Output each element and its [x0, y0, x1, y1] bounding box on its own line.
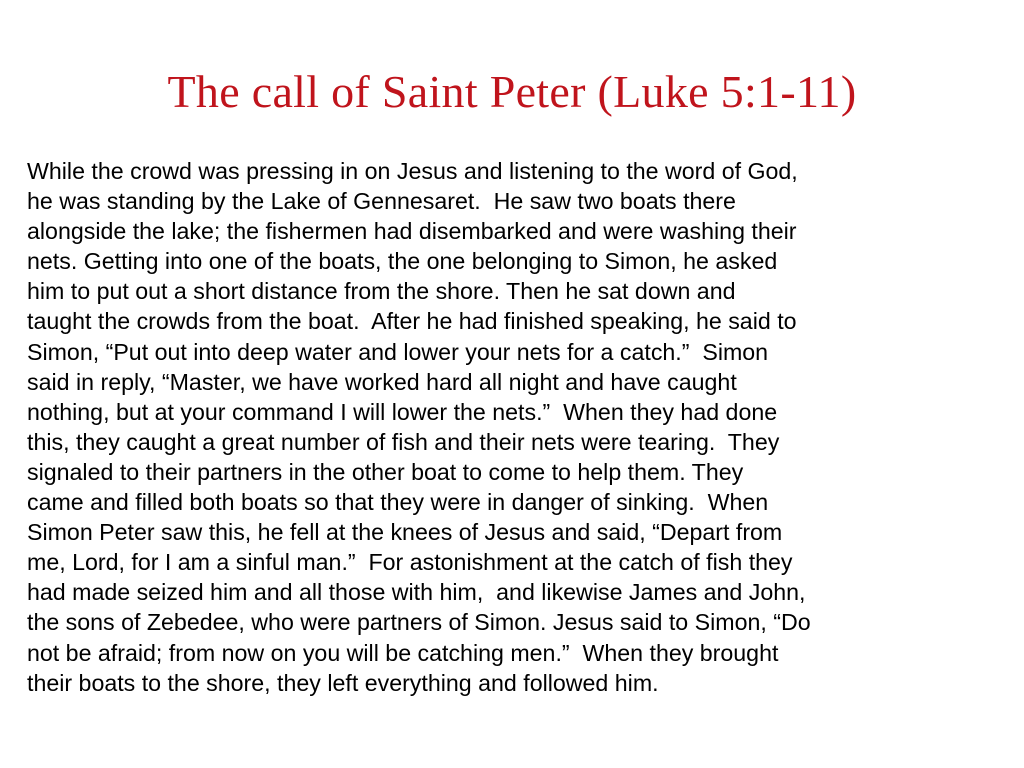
- passage-line: said in reply, “Master, we have worked hard all night and have caught: [27, 368, 737, 395]
- passage-line: taught the crowds from the boat. After he had finished speaking, he said to: [27, 308, 797, 335]
- passage-line: came and filled both boats so that they were in danger of sinking. When: [27, 489, 769, 516]
- passage-line: me, Lord, for I am a sinful man.” For astonishment at the catch of fish they: [27, 549, 793, 576]
- passage-line: him to put out a short distance from the shore. Then he sat down and: [27, 278, 736, 305]
- passage-line: nets. Getting into one of the boats, the one belonging to Simon, he asked: [27, 248, 778, 275]
- passage-line: While the crowd was pressing in on Jesus and listening to the word of God,: [27, 158, 798, 184]
- passage-line: he was standing by the Lake of Gennesaret. He saw two boats there: [27, 188, 736, 215]
- passage-line: signaled to their partners in the other boat to come to help them. They: [27, 458, 744, 485]
- scripture-passage: [27, 156, 1002, 698]
- passage-line: alongside the lake; the fishermen had disembarked and were washing their: [27, 218, 797, 245]
- passage-line: their boats to the shore, they left everything and followed him.: [27, 669, 659, 696]
- passage-line: nothing, but at your command I will lower the nets.” When they had done: [27, 398, 778, 425]
- passage-line: Simon, “Put out into deep water and lower your nets for a catch.” Simon: [27, 338, 769, 365]
- passage-line: not be afraid; from now on you will be catching men.” When they brought: [27, 639, 779, 666]
- passage-line: had made seized him and all those with him, and likewise James and John,: [27, 579, 806, 606]
- passage-line: this, they caught a great number of fish and their nets were tearing. They: [27, 428, 780, 455]
- passage-line: the sons of Zebedee, who were partners of Simon. Jesus said to Simon, “Do: [27, 609, 811, 636]
- slide-title: The call of Saint Peter (Luke 5:1-11): [167, 66, 857, 117]
- passage-line: Simon Peter saw this, he fell at the knees of Jesus and said, “Depart from: [27, 519, 783, 546]
